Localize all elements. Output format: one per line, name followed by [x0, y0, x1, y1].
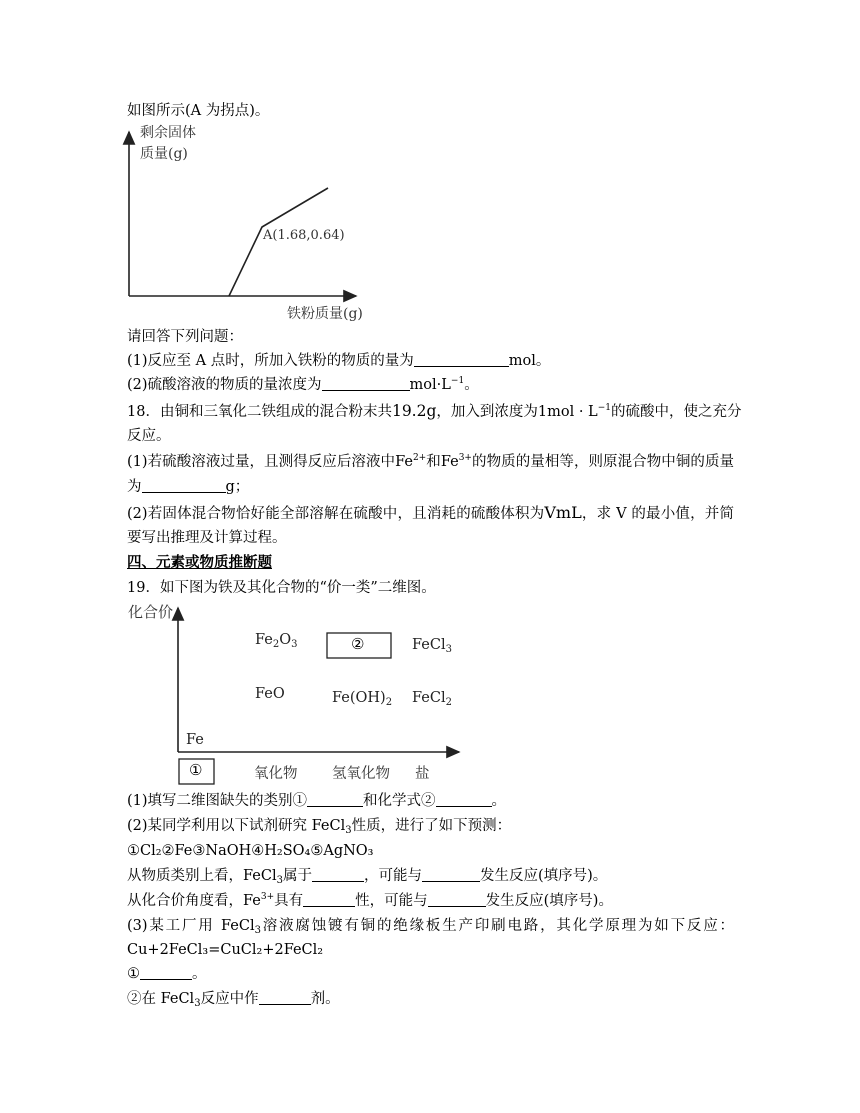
q19-blank-8[interactable]	[259, 990, 311, 1005]
q17-part1: (1)反应至 A 点时，所加入铁粉的物质的量为 mol。	[127, 353, 551, 369]
graph2-box-1-label: ①	[189, 761, 203, 779]
q19-reagents: ①Cl₂②Fe③NaOH④H₂SO₄⑤AgNO₃	[127, 843, 374, 859]
q19-part2-valence: 从化合价角度看，$Fe^{3+}$具有 性，可能与 发生反应(填序号)。	[127, 892, 613, 909]
q17-part2: (2)硫酸溶液的物质的量浓度为 $mol\cdot L^{-1}$。	[127, 376, 479, 393]
graph2-cat-oxide: 氧化物	[254, 766, 298, 782]
q19-title: 19．如下图为铁及其化合物的“价一类”二维图。	[127, 580, 436, 596]
q19-equation: Cu+2FeCl₃=CuCl₂+2FeCl₂	[127, 942, 324, 958]
q18-part2-cont: 要写出推理及计算过程。	[127, 530, 287, 546]
q19-part2: (2)某同学利用以下试剂研究 FeCl$_3$性质，进行了如下预测：	[127, 818, 512, 836]
q19-blank-2[interactable]	[436, 792, 492, 807]
q17-prompt: 请回答下列问题：	[127, 329, 243, 345]
q19-blank-4[interactable]	[422, 867, 480, 882]
graph1-x-label: 铁粉质量(g)	[287, 306, 363, 322]
graph2-fecl3: FeCl$_3$	[412, 637, 452, 655]
section-title: 四、元素或物质推断题	[127, 554, 272, 571]
q19-part2-class: 从物质类别上看，FeCl$_3$属于 ，可能与 发生反应(填序号)。	[127, 868, 608, 886]
q19-part3: (3)某工厂用 FeCl$_3$溶液腐蚀镀有铜的绝缘板生产印刷电路，其化学原理为如下反应：	[127, 918, 735, 936]
graph2-fe2o3: $Fe_2O_3$	[255, 632, 298, 650]
graph1-y-label-1: 剩余固体	[140, 125, 196, 141]
q18-line2: 反应。	[127, 428, 171, 444]
q19-blank-1[interactable]	[307, 792, 363, 807]
q17-blank-1[interactable]	[414, 352, 509, 367]
intro-text: 如图所示(A 为拐点)。	[127, 103, 270, 119]
q19-blank-3[interactable]	[312, 867, 364, 882]
graph2-cat-salt: 盐	[415, 766, 430, 782]
q19-part3-1: ① 。	[127, 966, 207, 982]
q18-part1: (1)若硫酸溶液过量，且测得反应后溶液中$Fe^{2+}$和$Fe^{3+}$的物质的量相等，则原混合物中铜的质量	[127, 453, 735, 470]
graph2-feo: FeO	[255, 686, 285, 702]
graph1-point-label: A(1.68,0.64)	[263, 228, 345, 243]
graph2-cat-hydroxide: 氢氧化物	[332, 766, 390, 782]
graph2-y-label: 化合价	[128, 603, 174, 621]
q19-part1: (1)填写二维图缺失的类别① 和化学式② 。	[127, 793, 507, 809]
graph2-feoh2: $Fe(OH)_2$	[332, 690, 393, 708]
graph1-y-label-2: 质量(g)	[140, 146, 188, 162]
graph2-fe: Fe	[186, 732, 204, 748]
q18-part1-cont: 为 g；	[127, 479, 250, 495]
q19-blank-6[interactable]	[428, 892, 486, 907]
q17-blank-2[interactable]	[322, 376, 410, 391]
q19-blank-7[interactable]	[140, 965, 192, 980]
q18-blank-1[interactable]	[142, 478, 226, 493]
q18-line1: 18．由铜和三氧化二铁组成的混合粉末共19.2g，加入到浓度为$1mol \cdot L^{-1}$的硫酸中，使之充分	[127, 402, 742, 420]
q19-part3-2: ②在 FeCl$_3$反应中作 剂。	[127, 991, 340, 1009]
q19-blank-5[interactable]	[303, 892, 355, 907]
q18-part2: (2)若固体混合物恰好能全部溶解在硫酸中，且消耗的硫酸体积为VmL，求 V 的最小值，并简	[127, 503, 734, 522]
graph2-fecl2: FeCl$_2$	[412, 690, 452, 708]
graph1-curve	[229, 188, 328, 296]
graph2-box-2-label: ②	[351, 635, 365, 653]
